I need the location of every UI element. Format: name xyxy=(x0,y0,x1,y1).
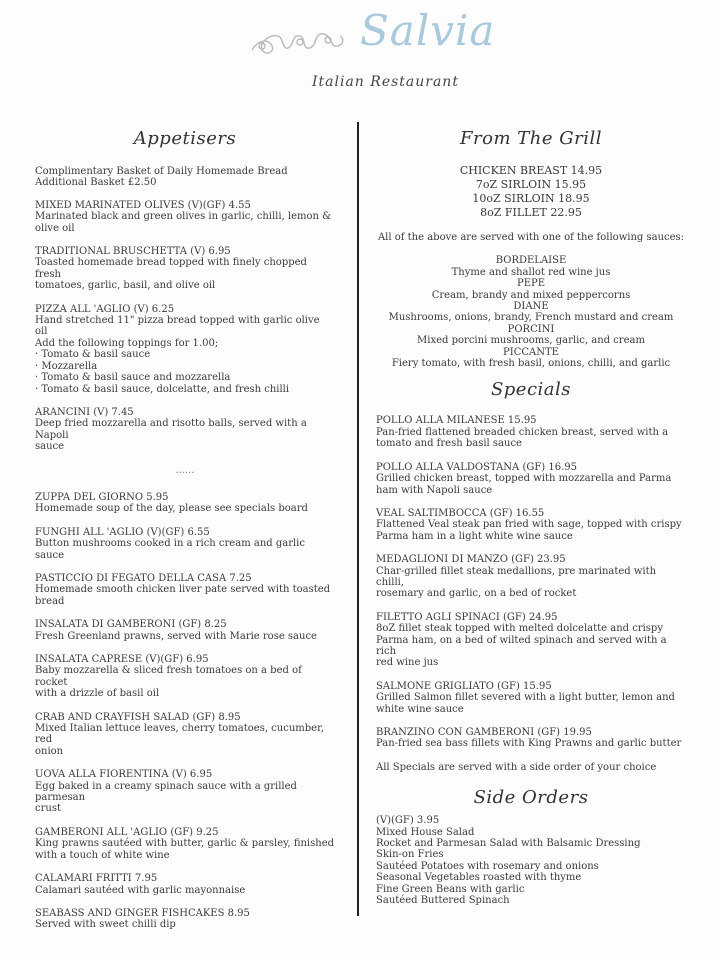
menu-item xyxy=(35,304,335,395)
sauce-desc: Mushrooms, onions, brandy, French mustard and cream xyxy=(388,312,674,324)
menu-item-desc: Homemade soup of the day, please see specials board xyxy=(35,503,308,515)
sauce-name: PICCANTE xyxy=(503,346,559,358)
menu-item xyxy=(35,873,335,896)
side-order-line: Fine Green Beans with garlic xyxy=(376,883,525,895)
menu-item xyxy=(376,612,686,669)
menu-item-name: FUNGHI ALL 'AGLIO (V)(GF) 6.55 xyxy=(35,526,210,538)
menu-item-desc: Mixed Italian lettuce leaves, cherry tomatoes, cucumber, red onion xyxy=(35,723,324,757)
grill-item: 8oZ FILLET 22.95 xyxy=(480,206,582,219)
menu-item xyxy=(35,573,335,607)
menu-header xyxy=(0,0,718,110)
menu-item xyxy=(35,619,335,642)
menu-item-desc: Deep fried mozzarella and risotto balls, served with a Napoli sauce xyxy=(35,418,307,453)
side-orders-list xyxy=(376,815,686,906)
menu-item-name: VEAL SALTIMBOCCA (GF) 16.55 xyxy=(376,507,545,519)
side-order-line: Seasonal Vegetables roasted with thyme xyxy=(376,872,582,884)
menu-item-name: UOVA ALLA FIORENTINA (V) 6.95 xyxy=(35,769,213,781)
section-title-grill: From The Grill xyxy=(460,128,602,149)
menu-item-desc: Marinated black and green olives in garlic, chilli, lemon & olive oil xyxy=(35,211,332,234)
section-title-appetisers: Appetisers xyxy=(133,128,237,149)
menu-item-desc: Pan-fried flattened breaded chicken breast, served with a tomato and fresh basil sauce xyxy=(376,426,669,450)
section-title-sides: Side Orders xyxy=(473,787,589,809)
menu-item-name: POLLO ALLA VALDOSTANA (GF) 16.95 xyxy=(376,461,577,473)
sauce-name: PEPE xyxy=(516,278,546,290)
sauce-list xyxy=(376,255,686,369)
menu-item-desc: Flattened Veal steak pan fried with sage, topped with crispy Parma ham in a light white wine sauce xyxy=(376,519,682,542)
appetisers-column xyxy=(35,128,335,931)
bread-line: Additional Basket £2.50 xyxy=(35,177,157,189)
menu-item-name: INSALATA CAPRESE (V)(GF) 6.95 xyxy=(35,654,209,665)
restaurant-subtitle: Italian Restaurant xyxy=(312,74,459,90)
sauce-desc: Cream, brandy and mixed peppercorns xyxy=(431,289,631,301)
menu-item-name: BRANZINO CON GAMBERONI (GF) 19.95 xyxy=(376,727,592,738)
menu-item-name: FILETTO AGLI SPINACI (GF) 24.95 xyxy=(376,611,558,623)
side-order-line: Sautéed Buttered Spinach xyxy=(376,895,510,907)
menu-item xyxy=(35,492,335,515)
menu-item-name: MEDAGLIONI DI MANZO (GF) 23.95 xyxy=(376,554,566,566)
menu-item-desc: Calamari sautéed with garlic mayonnaise xyxy=(35,884,246,896)
menu-item-name: MIXED MARINATED OLIVES (V)(GF) 4.55 xyxy=(35,199,251,211)
menu-item xyxy=(35,712,335,758)
menu-item-name: PIZZA ALL 'AGLIO (V) 6.25 xyxy=(35,303,175,315)
restaurant-logo-title: Salvia xyxy=(360,6,496,55)
menu-item-desc: Egg baked in a creamy spinach sauce with a grilled parmesan crust xyxy=(35,780,297,815)
side-order-line: Skin-on Fries xyxy=(376,849,444,861)
menu-item xyxy=(35,827,335,861)
menu-item xyxy=(376,727,686,750)
menu-item-name: TRADITIONAL BRUSCHETTA (V) 6.95 xyxy=(35,246,231,258)
grill-items xyxy=(376,164,686,220)
bread-line: Complimentary Basket of Daily Homemade Bread xyxy=(35,166,288,177)
sauce-name: BORDELAISE xyxy=(495,255,567,267)
menu-item-desc: Grilled Salmon fillet severed with a light butter, lemon and white wine sauce xyxy=(376,692,675,715)
menu-item xyxy=(376,681,686,715)
menu-item xyxy=(376,508,686,542)
menu-item-name: CRAB AND CRAYFISH SALAD (GF) 8.95 xyxy=(35,711,241,723)
menu-item xyxy=(35,769,335,815)
column-divider xyxy=(357,122,359,916)
sauce-desc: Thyme and shallot red wine jus xyxy=(451,266,611,278)
menu-item-desc: Baby mozzarella & sliced fresh tomatoes on a bed of rocket with a drizzle of basil oil xyxy=(35,665,302,700)
sauce-name: DIANE xyxy=(513,301,549,313)
separator-dots: ...... xyxy=(175,464,195,476)
side-order-line: Sautéed Potatoes with rosemary and onions xyxy=(376,860,599,872)
menu-item-name: SEABASS AND GINGER FISHCAKES 8.95 xyxy=(35,907,250,919)
menu-item xyxy=(35,654,335,700)
menu-item-name: POLLO ALLA MILANESE 15.95 xyxy=(376,415,537,427)
menu-item-name: ARANCINI (V) 7.45 xyxy=(35,406,134,418)
menu-item xyxy=(376,554,686,600)
side-order-line: Mixed House Salad xyxy=(376,826,475,838)
grill-item: CHICKEN BREAST 14.95 xyxy=(459,164,603,177)
menu-item-desc: 8oZ fillet steak topped with melted dolcelatte and crispy Parma ham, on a bed of wilted spinach and served with a rich red wine jus xyxy=(376,623,667,669)
menu-item-desc: Fresh Greenland prawns, served with Marie rose sauce xyxy=(35,630,317,642)
menu-item-name: ZUPPA DEL GIORNO 5.95 xyxy=(35,491,169,503)
sauce-desc: Mixed porcini mushrooms, garlic, and cream xyxy=(417,335,645,347)
grill-item: 10oZ SIRLOIN 18.95 xyxy=(472,192,590,205)
menu-item xyxy=(35,407,335,453)
menu-item xyxy=(35,246,335,292)
right-column xyxy=(376,128,686,906)
grill-note: All of the above are served with one of the following sauces: xyxy=(377,232,685,243)
specials-note: All Specials are served with a side order of your choice xyxy=(376,761,657,773)
menu-item-desc: Pan-fried sea bass fillets with King Prawns and garlic butter xyxy=(376,738,682,750)
side-order-line: (V)(GF) 3.95 xyxy=(376,815,440,827)
menu-item xyxy=(376,415,686,449)
menu-item-name: INSALATA DI GAMBERONI (GF) 8.25 xyxy=(35,619,227,631)
menu-item-desc: Button mushrooms cooked in a rich cream and garlic sauce xyxy=(35,538,305,561)
grill-item: 7oZ SIRLOIN 15.95 xyxy=(475,178,587,191)
flourish-ornament-icon xyxy=(248,22,348,60)
menu-item-name: GAMBERONI ALL 'AGLIO (GF) 9.25 xyxy=(35,826,219,838)
menu-item-desc: Char-grilled fillet steak medallions, pre marinated with chilli, rosemary and garlic, on a bed of rocket xyxy=(376,565,657,600)
menu-item xyxy=(35,200,335,234)
menu-item-desc: Toasted homemade bread topped with finely chopped fresh tomatoes, garlic, basil, and olive oil xyxy=(35,257,307,292)
menu-item xyxy=(35,908,335,931)
bread-note xyxy=(35,166,335,189)
menu-item xyxy=(376,462,686,496)
side-order-line: Rocket and Parmesan Salad with Balsamic Dressing xyxy=(376,838,641,850)
menu-item-desc: Served with sweet chilli dip xyxy=(35,919,176,931)
menu-item-name: CALAMARI FRITTI 7.95 xyxy=(35,873,158,885)
section-title-specials: Specials xyxy=(490,379,572,401)
menu-item-desc: Homemade smooth chicken liver pate served with toasted bread xyxy=(35,584,331,607)
menu-item-name: SALMONE GRIGLIATO (GF) 15.95 xyxy=(376,680,552,692)
menu-item-desc: King prawns sautéed with butter, garlic & parsley, finished with a touch of white wine xyxy=(35,838,335,861)
sauce-desc: Fiery tomato, with fresh basil, onions, chilli, and garlic xyxy=(391,358,671,370)
menu-item-desc: Hand stretched 11" pizza bread topped with garlic olive oil Add the following toppings for 1.00; · Tomato & basil sauce · Mozzarella · Tomato & basil sauce and mozzarella · Tomato & basil sauce, dolcelatte, and fresh chilli xyxy=(35,315,320,395)
menu-item-name: PASTICCIO DI FEGATO DELLA CASA 7.25 xyxy=(35,572,252,584)
menu-item-desc: Grilled chicken breast, topped with mozzarella and Parma ham with Napoli sauce xyxy=(376,473,672,496)
sauce-name: PORCINI xyxy=(507,323,555,335)
menu-item xyxy=(35,527,335,561)
